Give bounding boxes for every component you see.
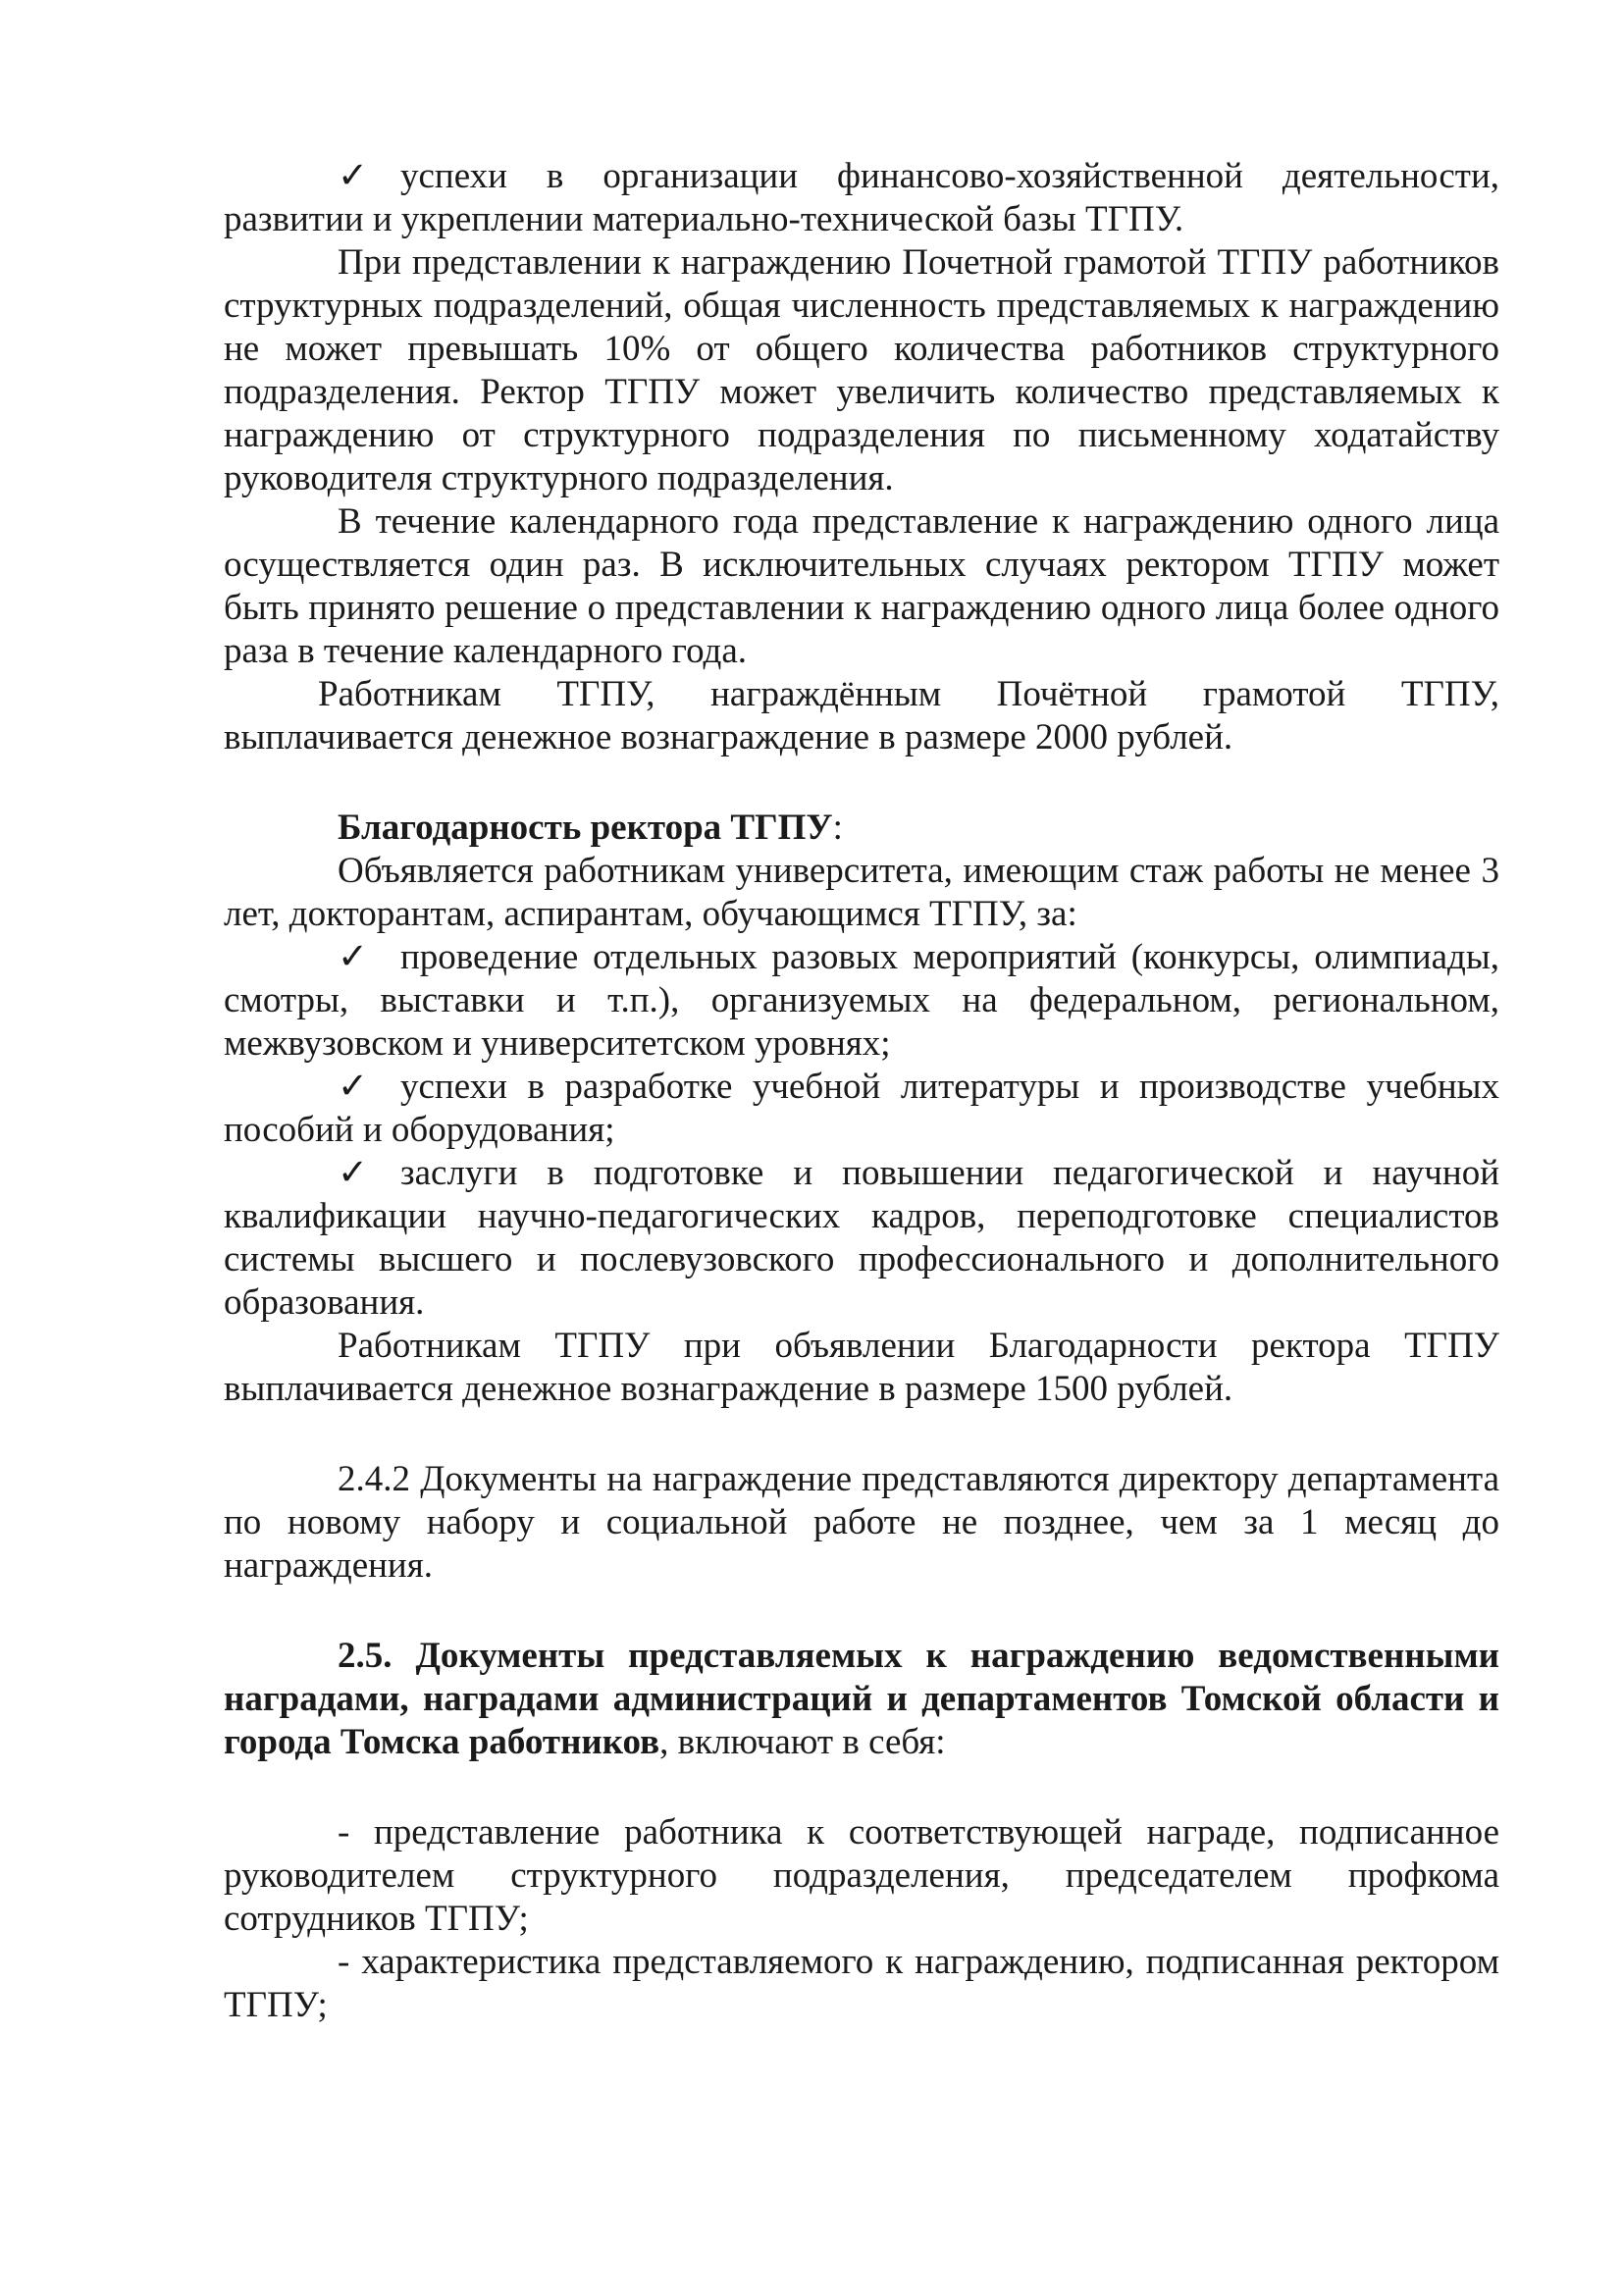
- paragraph-2-4-2: 2.4.2 Документы на награждение представляются директору департамента по новому набору и социальной работе не позднее, чем за 1 месяц до награждения.: [224, 1459, 1499, 1586]
- paragraph-gratitude-eligibility: Объявляется работникам университета, имеющим стаж работы не менее 3 лет, докторантам, аспирантам, обучающимся ТГПУ, за:: [224, 851, 1499, 934]
- bullet-item-qualification: ✓ заслуги в подготовке и повышении педагогической и научной квалификации научно-педагогических кадров, переподготовке специалистов системы высшего и послевузовского профессионального и дополнительного образования.: [224, 1153, 1499, 1323]
- document-item-reference: - характеристика представляемого к награждению, подписанная ректором ТГПУ;: [224, 1942, 1499, 2025]
- bullet-item-finance: ✓ успехи в организации финансово-хозяйственной деятельности, развитии и укреплении материально-технической базы ТГПУ.: [224, 156, 1499, 239]
- bullet-item-literature: ✓ успехи в разработке учебной литературы и производстве учебных пособий и оборудования;: [224, 1067, 1499, 1150]
- document-item-nomination: - представление работника к соответствующей награде, подписанное руководителем структурного подразделения, председателем профкома сотрудников ТГПУ;: [224, 1812, 1499, 1939]
- document-body: [224, 155, 1499, 2027]
- paragraph-annual-frequency: В течение календарного года представление к награждению одного лица осуществляется один раз. В исключительных случаях ректором ТГПУ может быть принято решение о представлении к награждению одного лица более одного раза в течение календарного года.: [224, 501, 1499, 671]
- paragraph-honor-certificate-limit: При представлении к награждению Почетной грамотой ТГПУ работников структурных подразделений, общая численность представляемых к награждению не может превышать 10% от общего количества работников структурного подразделения. Ректор ТГПУ может увеличить количество представляемых к награждению от структурного подразделения по письменному ходатайству руководителя структурного подразделения.: [224, 242, 1499, 498]
- checkmark-icon: ✓: [338, 156, 369, 196]
- checkmark-icon: ✓: [338, 1067, 369, 1107]
- bullet-item-events: ✓ проведение отдельных разовых мероприятий (конкурсы, олимпиады, смотры, выставки и т.п.), организуемых на федеральном, региональном, межвузовском и университетском уровнях;: [224, 937, 1499, 1064]
- paragraph-honor-reward: Работникам ТГПУ, награждённым Почётной грамотой ТГПУ, выплачивается денежное вознаграждение в размере 2000 рублей.: [224, 674, 1499, 757]
- checkmark-icon: ✓: [338, 937, 369, 977]
- section-heading-2-5: 2.5. Документы представляемых к награждению ведомственными наградами, наградами администраций и департаментов Томской области и города Томска работников, включают в себя:: [224, 1636, 1499, 1762]
- paragraph-gratitude-reward: Работникам ТГПУ при объявлении Благодарности ректора ТГПУ выплачивается денежное вознаграждение в размере 1500 рублей.: [224, 1326, 1499, 1409]
- checkmark-icon: ✓: [338, 1153, 369, 1193]
- section-heading-rector-gratitude: Благодарность ректора ТГПУ:: [338, 808, 843, 848]
